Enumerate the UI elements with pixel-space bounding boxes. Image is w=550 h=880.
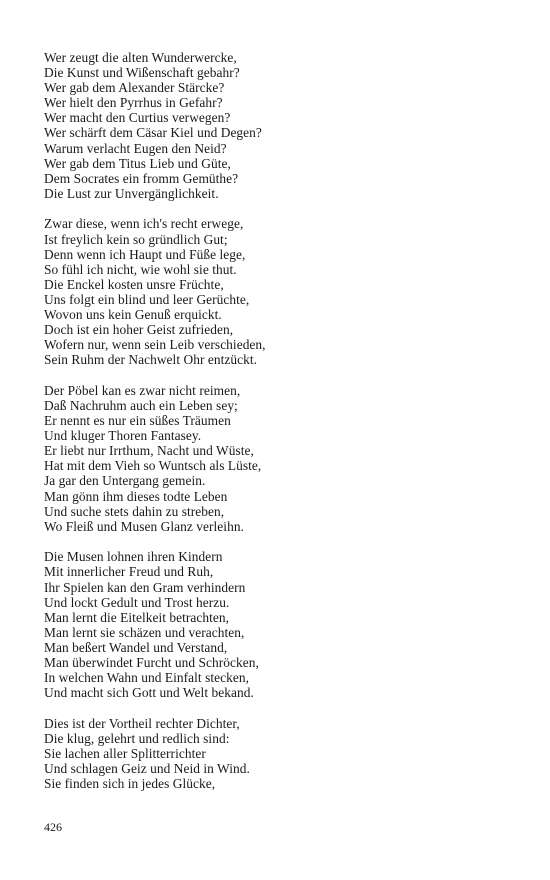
poem-line: Hat mit dem Vieh so Wuntsch als Lüste, — [44, 458, 262, 474]
poem-line: Wer schärft dem Cäsar Kiel und Degen? — [44, 125, 262, 141]
poem-line: Sein Ruhm der Nachwelt Ohr entzückt. — [44, 352, 258, 368]
poem-line: Die Enckel kosten unsre Früchte, — [44, 276, 224, 292]
poem-line: Die Kunst und Wißenschaft gebahr? — [44, 65, 240, 81]
poem-line: Daß Nachruhm auch ein Leben sey; — [44, 397, 238, 413]
poem-line: Dem Socrates ein fromm Gemüthe? — [44, 170, 239, 186]
poem-line: Wer hielt den Pyrrhus in Gefahr? — [44, 95, 223, 111]
poem-line: Mit innerlicher Freud und Ruh, — [44, 564, 214, 580]
poem-line: Wer macht den Curtius verwegen? — [44, 110, 231, 126]
poem-line: Man gönn ihm dieses todte Leben — [44, 488, 228, 504]
poem-line: Wovon uns kein Genuß erquickt. — [44, 307, 222, 322]
poem-line: Ist freylich kein so gründlich Gut; — [44, 231, 228, 247]
poem-line: Die Musen lohnen ihren Kindern — [44, 549, 223, 565]
poem-line: Die Lust zur Unvergänglichkeit. — [44, 185, 219, 201]
stanza-1 — [44, 50, 524, 201]
poem-line: Und kluger Thoren Fantasey. — [44, 428, 202, 444]
poem-line: Ja gar den Untergang gemein. — [44, 473, 206, 489]
poem-line: Wer zeugt die alten Wunderwercke, — [44, 50, 237, 65]
poem-line: Doch ist ein hoher Geist zufrieden, — [44, 322, 234, 338]
stanza-4 — [44, 549, 524, 700]
page-number: 426 — [44, 820, 62, 834]
poem-line: In welchen Wahn und Einfalt stecken, — [44, 670, 249, 686]
stanza-2 — [44, 216, 524, 367]
poem-line: Der Pöbel kan es zwar nicht reimen, — [44, 382, 241, 398]
poem-line: Wer gab dem Titus Lieb und Güte, — [44, 155, 231, 171]
poem-line: Sie lachen aller Splitterrichter — [44, 745, 206, 761]
poem-line: Und suche stets dahin zu streben, — [44, 503, 225, 519]
poem-line: Dies ist der Vortheil rechter Dichter, — [44, 715, 240, 731]
poem-line: Er nennt es nur ein süßes Träumen — [44, 413, 231, 429]
poem-line: Er liebt nur Irrthum, Nacht und Wüste, — [44, 443, 254, 459]
poem-text — [44, 50, 524, 807]
poem-line: Und lockt Gedult und Trost herzu. — [44, 594, 230, 610]
poem-line: Man lernt sie schäzen und verachten, — [44, 624, 245, 640]
poem-line: Und schlagen Geiz und Neid in Wind. — [44, 761, 250, 777]
poem-line: Und macht sich Gott und Welt bekand. — [44, 685, 254, 701]
stanza-3 — [44, 383, 524, 534]
poem-line: So fühl ich nicht, wie wohl sie thut. — [44, 261, 237, 277]
poem-line: Die klug, gelehrt und redlich sind: — [44, 730, 230, 746]
poem-line: Sie finden sich in jedes Glücke, — [44, 776, 216, 792]
poem-line: Warum verlacht Eugen den Neid? — [44, 140, 227, 156]
stanza-5 — [44, 716, 524, 791]
poem-line: Uns folgt ein blind und leer Gerüchte, — [44, 291, 250, 307]
poem-line: Denn wenn ich Haupt und Füße lege, — [44, 246, 246, 262]
poem-line: Wer gab dem Alexander Stärcke? — [44, 80, 225, 96]
poem-line: Man überwindet Furcht und Schröcken, — [44, 654, 259, 670]
poem-line: Wofern nur, wenn sein Leib verschieden, — [44, 337, 266, 353]
poem-line: Ihr Spielen kan den Gram verhindern — [44, 579, 246, 595]
poem-line: Wo Fleiß und Musen Glanz verleihn. — [44, 518, 244, 534]
poem-line: Man lernt die Eitelkeit betrachten, — [44, 609, 230, 625]
poem-line: Man beßert Wandel und Verstand, — [44, 639, 228, 655]
poem-line: Zwar diese, wenn ich's recht erwege, — [44, 216, 244, 232]
